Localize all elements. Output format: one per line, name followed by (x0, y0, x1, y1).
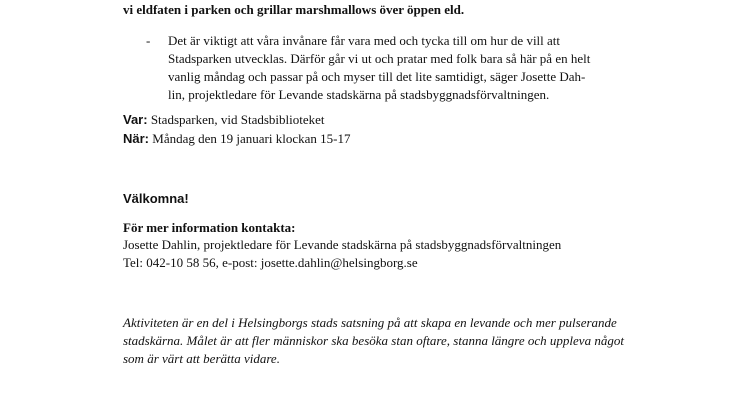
bullet-paragraph (168, 32, 590, 104)
bullet-line: vanlig måndag och passar på och myser till det lite samtidigt, säger Josette Dah- (168, 69, 586, 84)
when-value: Måndag den 19 januari klockan 15-17 (149, 131, 351, 146)
bullet-marker: - (146, 33, 151, 48)
bullet-line: Stadsparken utvecklas. Därför går vi ut och pratar med folk bara så här på en helt (168, 51, 591, 66)
when-row (123, 131, 350, 147)
where-label: Var: (123, 112, 148, 127)
welcome-heading: Välkomna! (123, 191, 189, 206)
contact-heading: För mer information kontakta: (123, 220, 296, 235)
bullet-line: lin, projektledare för Levande stadskärna på stadsbyggnadsförvaltningen. (168, 87, 550, 102)
contact-phone-email: Tel: 042-10 58 56, e-post: josette.dahlin@helsingborg.se (123, 255, 418, 270)
where-row (123, 112, 325, 128)
footer-line: Aktiviteten är en del i Helsingborgs stads satsning på att skapa en levande och mer pulserande (123, 315, 617, 330)
footer-paragraph (123, 314, 624, 368)
bullet-line: Det är viktigt att våra invånare får vara med och tycka till om hur de vill att (168, 33, 561, 48)
contact-person: Josette Dahlin, projektledare för Levande stadskärna på stadsbyggnadsförvaltningen (123, 237, 562, 252)
footer-line: stadskärna. Målet är att fler människor ska besöka stan oftare, stanna längre och uppleva något (123, 333, 624, 348)
where-value: Stadsparken, vid Stadsbiblioteket (147, 112, 325, 127)
intro-line: vi eldfaten i parken och grillar marshmallows över öppen eld. (123, 2, 465, 17)
when-label: När: (123, 131, 150, 146)
footer-line: som är värt att berätta vidare. (123, 351, 280, 366)
